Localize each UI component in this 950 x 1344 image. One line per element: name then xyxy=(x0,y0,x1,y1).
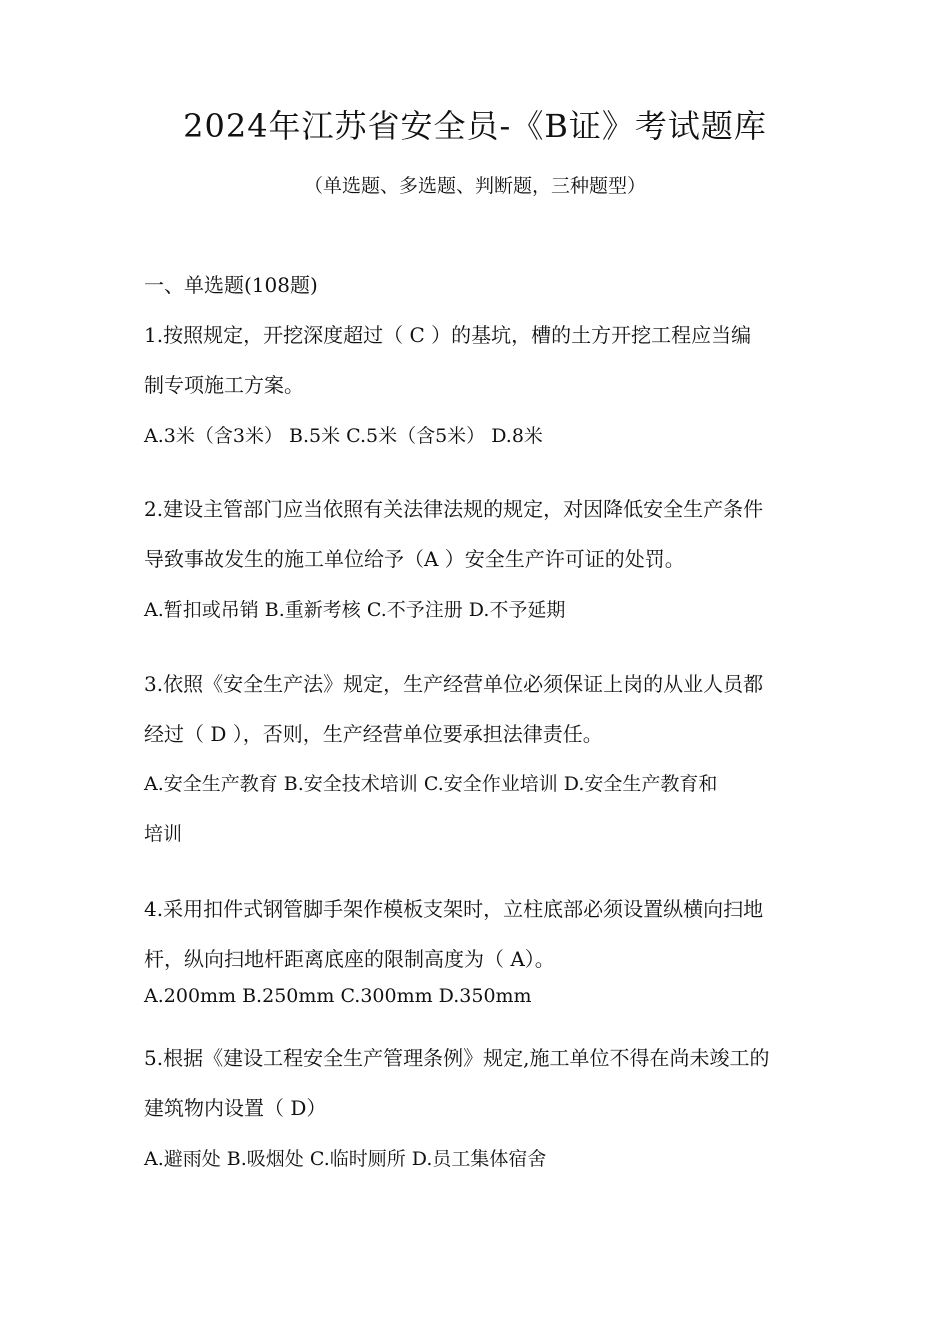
question-4-options: A.200mm B.250mm C.300mm D.350mm xyxy=(144,985,532,1007)
question-3-line-1: 3.依照《安全生产法》规定，生产经营单位必须保证上岗的从业人员都 xyxy=(144,672,764,696)
question-1-line-2: 制专项施工方案。 xyxy=(144,373,304,397)
question-4-line-1: 4.采用扣件式钢管脚手架作模板支架时，立柱底部必须设置纵横向扫地 xyxy=(144,897,764,921)
question-2-options: A.暂扣或吊销 B.重新考核 C.不予注册 D.不予延期 xyxy=(144,599,566,621)
question-1-line-1: 1.按照规定，开挖深度超过（ C ）的基坑，槽的土方开挖工程应当编 xyxy=(144,323,752,347)
page-title: 2024年江苏省安全员-《B证》考试题库 xyxy=(183,107,767,145)
question-3-options-line-1: A.安全生产教育 B.安全技术培训 C.安全作业培训 D.安全生产教育和 xyxy=(144,773,718,795)
question-2-line-1: 2.建设主管部门应当依照有关法律法规的规定，对因降低安全生产条件 xyxy=(144,497,764,521)
question-2-line-2: 导致事故发生的施工单位给予（A ）安全生产许可证的处罚。 xyxy=(144,547,685,571)
question-4-line-2: 杆，纵向扫地杆距离底座的限制高度为（ A）。 xyxy=(144,947,555,971)
question-3-line-2: 经过（ D ），否则，生产经营单位要承担法律责任。 xyxy=(144,722,603,746)
page-subtitle: （单选题、多选题、判断题，三种题型） xyxy=(303,175,646,197)
question-5-line-2: 建筑物内设置（ D） xyxy=(144,1096,327,1120)
section-heading: 一、单选题(108题) xyxy=(144,273,318,297)
question-1-options: A.3米（含3米） B.5米 C.5米（含5米） D.8米 xyxy=(144,425,543,447)
question-3-options-line-2: 培训 xyxy=(144,823,183,845)
question-5-options: A.避雨处 B.吸烟处 C.临时厕所 D.员工集体宿舍 xyxy=(144,1148,547,1170)
question-5-line-1: 5.根据《建设工程安全生产管理条例》规定,施工单位不得在尚未竣工的 xyxy=(144,1046,770,1070)
